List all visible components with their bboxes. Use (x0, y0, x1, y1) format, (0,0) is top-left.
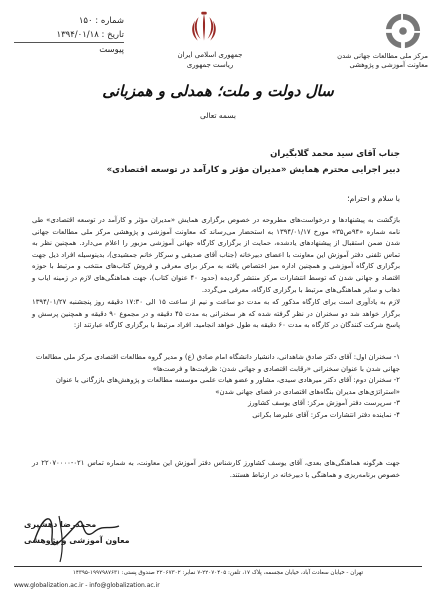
letter-meta (14, 14, 124, 57)
body-paragraph-2: لازم به یادآوری است برای کارگاه مذکور که به مدت دو ساعت و نیم از ساعت ۱۵ الی ۱۷:۳۰ دقیقه روز پنجشنبه ۱۳۹۴/۰۱/۲۷ برگزار خواهد شد دو سخنران در نظر گرفته شده که هر سخنرانی به مدت ۴۵ دقیقه و در مجموع ۹۰ دقیقه و همچنین پرسش و پاسخ شرکت کنندگان در کارگاه به مدت ۶۰ دقیقه به طول خواهد انجامید. افراد مرتبط با برگزاری کارگاه عبارتند از: (32, 298, 401, 330)
greeting: با سلام و احترام؛ (347, 194, 400, 203)
year-slogan: سال دولت و ملت؛ همدلی و همزبانی (102, 82, 334, 100)
iran-emblem-icon (186, 10, 222, 46)
center-name-line2: معاونت آموزشی و پژوهشی (349, 61, 428, 69)
emblem-caption-line2: ریاست جمهوری (186, 61, 234, 69)
recipient-title: دبیر اجرایی محترم همایش «مدیران مؤثر و کارآمد در توسعه اقتصادی» (106, 165, 400, 175)
list-item: ۳- سرپرست دفتر آموزش مرکز: آقای یوسف کشاورز (248, 399, 400, 408)
footer-address: تهران - خیابان سعادت آباد، خیابان مجسمه، پلاک ۱۷، تلفن: ۲۲۰۷۰۴۰۵-۷ نمابر: ۲۲۰۶۷۳۰۲ صندوق پستی: ۱۹۹۷۹۸۷۶۳۱-۱۴۳۹۵ (72, 570, 364, 576)
center-logo-icon (384, 12, 422, 50)
list-item: ۱- سخنران اول: آقای دکتر صادق شاهدانی، دانشیار دانشگاه امام صادق (ع) و مدیر گروه مطالعات اقتصادی مرکز ملی مطالعات جهانی شدن با عنوان سخنرانی «رقابت اقتصادی و جهانی شدن: ظرفیت‌ها و فرصت‌ها» (35, 353, 400, 373)
center-name (324, 52, 428, 70)
letter-date: تاریخ : ۱۳۹۴/۰۱/۱۸ (14, 28, 124, 43)
recipient-name: جناب آقای سید محمد گلابگیران (270, 149, 400, 159)
letter-number: شماره : ۱۵۰ (78, 16, 124, 26)
signatory-title: معاون آموزشی و پژوهشی (24, 536, 130, 545)
participants-list (32, 352, 400, 422)
list-item: ۲- سخنران دوم: آقای دکتر میرهادی سیدی، مشاور و عضو هیات علمی موسسه مطالعات و پژوهش‌های بازرگانی با عنوان «استراتژی‌های مدیران بنگاه‌های اقتصادی در فضای جهانی شدن» (55, 376, 400, 396)
center-name-line1: مرکز ملی مطالعات جهانی شدن (337, 52, 428, 60)
footer-website: www.globalization.ac.ir - info@globalization.ac.ir (14, 582, 160, 589)
signatory-name: محمدرضا دهشیری (24, 520, 97, 529)
footer-divider (14, 566, 422, 567)
letter-attachment: پیوست (99, 45, 124, 55)
body-paragraph-1: بازگشت به پیشنهادها و درخواست‌های مطروحه در خصوص برگزاری همایش «مدیران مؤثر و کارآمد در توسعه اقتصادی» طی نامه شماره «۹۴ص۳۵» مورخ ۱۳۹۴/۰۱/۱۷ به استحضار می‌رساند که معاونت آموزشی و پژوهشی مرکز ملی مطالعات جهانی شدن ضمن استقبال از پیشنهادهای یادشده، حمایت از برگزاری کارگاه جهانی آموزشی مزبور را اعلام می‌دارد. همچنین نظر به تماس تلفنی دفتر آموزش این معاونت با اعضای دبیرخانه (جناب آقای صدیقی و سرکار خانم جمشیدی)، بدینوسیله افراد ذیل جهت برگزاری کارگاه آموزشی و همچنین اداره میز اختصاص یافته به مرکز برای معرفی و فروش کتاب‌های منتخب و مرتبط با حوزه اقتصاد و جهانی شدن که توسط انتشارات مرکز منتشر گردیده (حدود ۴۰ عنوان کتاب)، جهت هماهنگی‌های لازم در زمینه ایاب و ذهاب و سایر هماهنگی‌های مرتبط با برگزاری کارگاه، معرفی می‌گردد. (32, 216, 400, 294)
emblem-caption-line1: جمهوری اسلامی ایران (177, 51, 243, 59)
bismillah: بسمه تعالی (199, 111, 237, 120)
list-item: ۴- نماینده دفتر انتشارات مرکز: آقای علیرضا بکرانی (252, 410, 400, 419)
closing-paragraph: جهت هرگونه هماهنگی‌های بعدی، آقای یوسف کشاورز کارشناس دفتر آموزش این معاونت، به شماره تماس ۰۲۱-۲۲۰۷۰۰۰۰ در خصوص برنامه‌ریزی و هماهنگی با دبیرخانه در ارتباط هستند. (32, 459, 400, 479)
emblem-caption (150, 50, 270, 70)
